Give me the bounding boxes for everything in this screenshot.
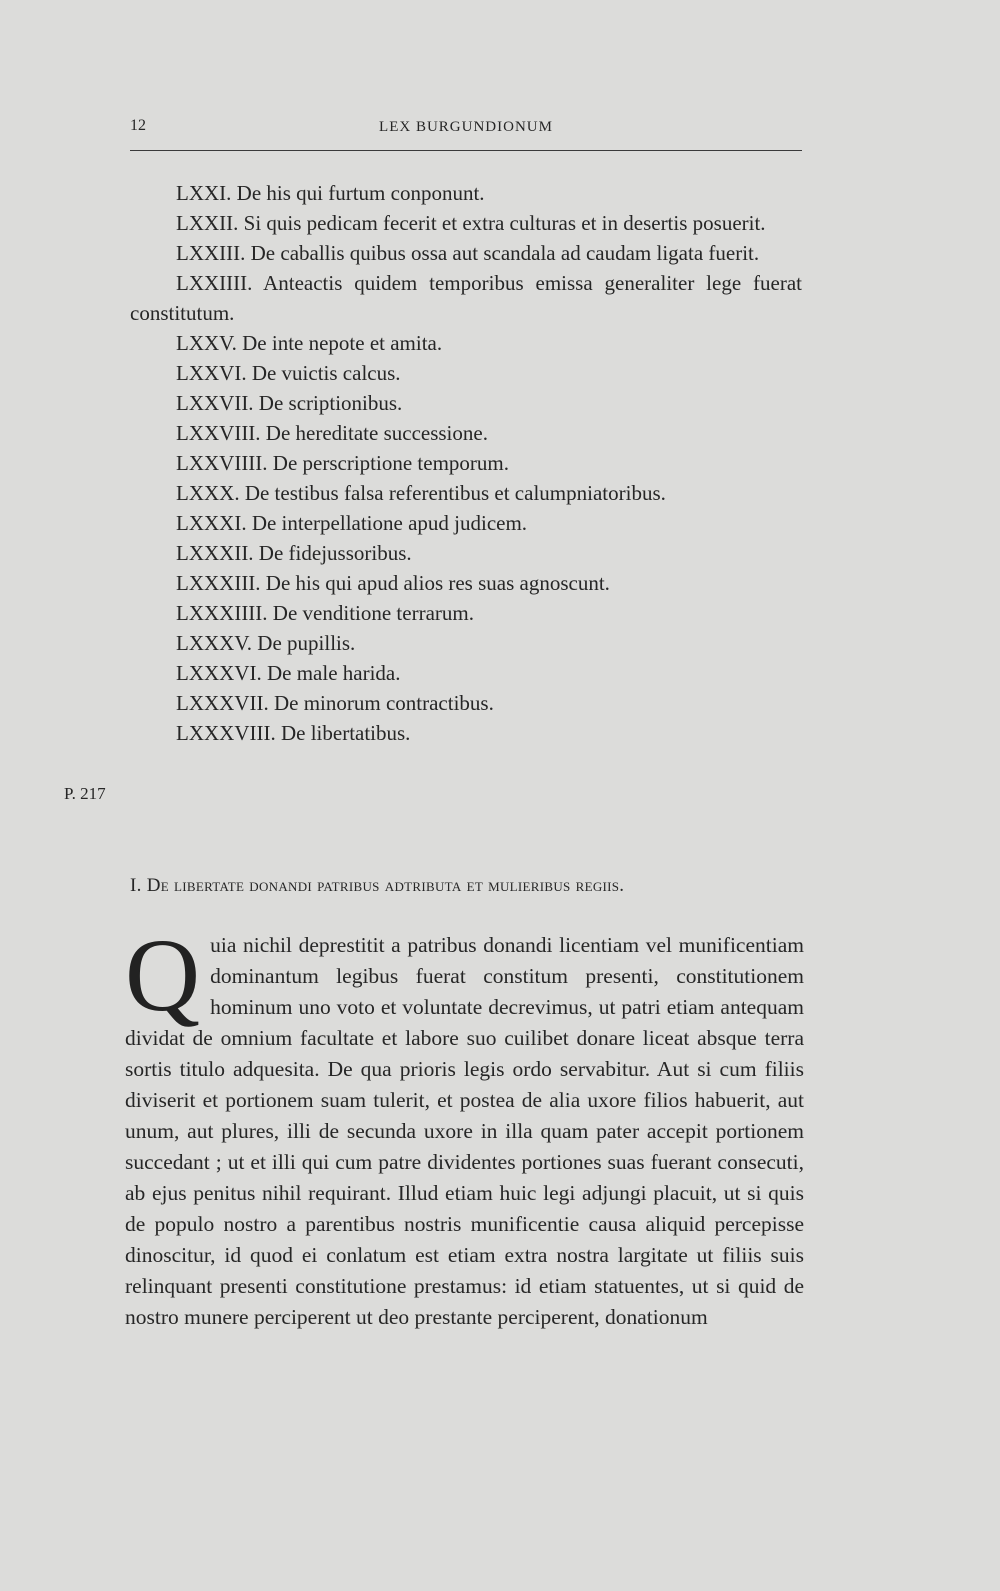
running-title: LEX BURGUNDIONUM — [379, 119, 553, 135]
chapter-entry: LXXV. De inte nepote et amita. — [176, 331, 443, 355]
section-title: I. De libertate donandi patribus adtributa et mulieribus regiis. — [130, 875, 625, 896]
chapter-entry: LXXIIII. Anteactis quidem temporibus emissa generaliter lege fuerat constitutum. — [130, 271, 802, 325]
chapter-entry: LXXXIII. De his qui apud alios res suas agnoscunt. — [176, 571, 610, 595]
chapter-entry: LXXVII. De scriptionibus. — [176, 391, 403, 415]
chapter-entry: LXXVIIII. De perscriptione temporum. — [176, 451, 509, 475]
chapter-entry: LXXXVII. De minorum contractibus. — [176, 691, 494, 715]
chapter-entry: LXXII. Si quis pedicam fecerit et extra culturas et in desertis posuerit. — [176, 211, 766, 235]
page-number: 12 — [130, 117, 146, 134]
margin-page-reference: P. 217 — [64, 784, 106, 803]
chapter-entry: LXXXII. De fidejussoribus. — [176, 541, 412, 565]
chapter-entry: LXXXIIII. De venditione terrarum. — [176, 601, 474, 625]
chapter-entry: LXXX. De testibus falsa referentibus et calumpniatoribus. — [176, 481, 666, 505]
page-header — [130, 117, 802, 143]
chapter-entry: LXXXVI. De male harida. — [176, 661, 401, 685]
body-paragraph — [125, 918, 804, 1333]
chapter-entry: LXXVIII. De hereditate successione. — [176, 421, 488, 445]
chapter-entry: LXXIII. De caballis quibus ossa aut scandala ad caudam ligata fuerit. — [176, 241, 760, 265]
chapter-entry: LXXI. De his qui furtum conponunt. — [176, 181, 485, 205]
drop-cap: Q — [125, 918, 201, 1033]
header-rule — [130, 150, 802, 151]
chapter-entry: LXXVI. De vuictis calcus. — [176, 361, 401, 385]
chapter-entry: LXXXI. De interpellatione apud judicem. — [176, 511, 528, 535]
body-text: uia nichil deprestitit a patribus donandi licentiam vel munificentiam dominantum legibus fuerat constitum presenti, constitutionem hominum uno voto et voluntate decrevimus, ut patri etiam antequam dividat de omnium facultate et labore suo cuilibet donare liceat absque terra sortis titulo adquesita. De qua prioris legis ordo servabitur. Aut si cum filiis diviserit et portionem suam tulerit, et postea de alia uxore filios habuerit, aut unum, aut plures, illi de secunda uxore in illa quam pater accepit portionem succedant ; ut et illi qui cum patre dividentes portiones suas fuerant consecuti, ab ejus penitus nihil requirant. Illud etiam huic legi adjungi placuit, ut si quis de populo nostro a parentibus nostris munificentie causa aliquid percepisse dinoscitur, id quod ei conlatum est etiam extra nostra largitate ut filiis suis relinquant presenti constitutione prestamus: id etiam statuentes, ut si quid de nostro munere perciperent ut deo prestante perciperent, donationum — [125, 933, 804, 1329]
chapter-list — [130, 178, 802, 748]
chapter-entry: LXXXV. De pupillis. — [176, 631, 356, 655]
chapter-entry: LXXXVIII. De libertatibus. — [176, 721, 411, 745]
